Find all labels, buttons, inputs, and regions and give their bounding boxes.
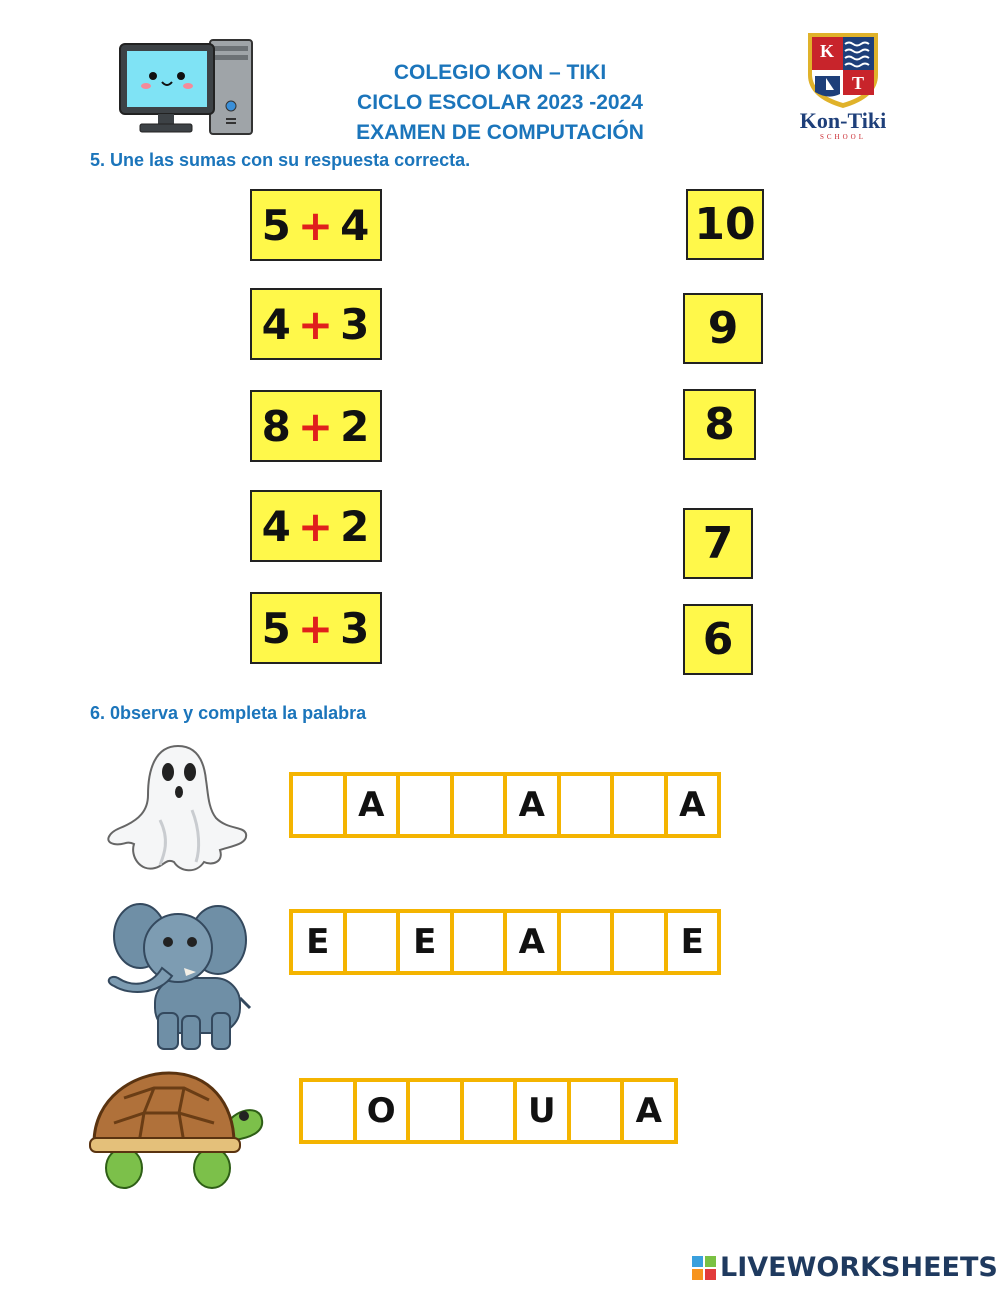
logo-letter-t: T bbox=[851, 73, 864, 93]
letter-cell[interactable] bbox=[406, 1078, 464, 1144]
sum-operand-a: 8 bbox=[261, 401, 292, 451]
letter-cell[interactable]: A bbox=[503, 909, 561, 975]
sum-operand-b: 4 bbox=[340, 200, 371, 250]
question-5-title: 5. Une las sumas con su respuesta correcta. bbox=[90, 150, 471, 170]
elephant-picture bbox=[100, 898, 255, 1053]
liveworksheets-label: LIVEWORKSHEETS bbox=[720, 1252, 998, 1283]
letter-cell[interactable] bbox=[610, 772, 668, 838]
letter-cell[interactable] bbox=[557, 772, 615, 838]
letter-cell[interactable]: A bbox=[503, 772, 561, 838]
logo-letter-k: K bbox=[819, 41, 834, 61]
plus-sign: + bbox=[297, 299, 335, 349]
answer-box[interactable]: 7 bbox=[683, 508, 753, 579]
letter-cell[interactable]: U bbox=[513, 1078, 571, 1144]
liveworksheets-brand[interactable] bbox=[692, 1252, 998, 1283]
letter-cell[interactable]: E bbox=[289, 909, 347, 975]
sum-box[interactable] bbox=[250, 288, 382, 360]
letter-cell[interactable]: A bbox=[343, 772, 401, 838]
letter-cell[interactable] bbox=[343, 909, 401, 975]
logo-name: Kon-Tiki bbox=[799, 108, 887, 133]
answer-box[interactable]: 10 bbox=[686, 189, 764, 260]
plus-sign: + bbox=[297, 200, 335, 250]
sum-operand-a: 4 bbox=[261, 501, 292, 551]
word-row-turtle bbox=[299, 1078, 678, 1144]
sum-operand-b: 2 bbox=[340, 401, 371, 451]
letter-cell[interactable] bbox=[289, 772, 347, 838]
word-row-ghost bbox=[289, 772, 721, 838]
sum-box[interactable] bbox=[250, 490, 382, 562]
plus-sign: + bbox=[297, 501, 335, 551]
letter-cell[interactable]: E bbox=[664, 909, 722, 975]
school-name: COLEGIO KON – TIKI bbox=[393, 61, 607, 84]
letter-cell[interactable] bbox=[610, 909, 668, 975]
sum-operand-b: 2 bbox=[340, 501, 371, 551]
question-6-title: 6. 0bserva y completa la palabra bbox=[90, 703, 367, 723]
school-logo bbox=[788, 30, 898, 145]
logo-subtitle: SCHOOL bbox=[819, 133, 866, 141]
letter-cell[interactable]: O bbox=[353, 1078, 411, 1144]
sum-box[interactable] bbox=[250, 592, 382, 664]
computer-illustration bbox=[118, 38, 258, 138]
letter-cell[interactable] bbox=[450, 909, 508, 975]
letter-cell[interactable]: A bbox=[620, 1078, 678, 1144]
letter-cell[interactable] bbox=[567, 1078, 625, 1144]
sum-operand-a: 5 bbox=[261, 603, 292, 653]
letter-cell[interactable] bbox=[460, 1078, 518, 1144]
letter-cell[interactable] bbox=[396, 772, 454, 838]
sum-operand-b: 3 bbox=[340, 299, 371, 349]
turtle-picture bbox=[84, 1068, 269, 1193]
letter-cell[interactable] bbox=[450, 772, 508, 838]
sum-box[interactable] bbox=[250, 390, 382, 462]
exam-title: EXAMEN DE COMPUTACIÓN bbox=[356, 121, 644, 144]
letter-cell[interactable] bbox=[299, 1078, 357, 1144]
sum-box[interactable] bbox=[250, 189, 382, 261]
ghost-picture bbox=[100, 740, 255, 880]
answer-box[interactable]: 6 bbox=[683, 604, 753, 675]
sum-operand-a: 4 bbox=[261, 299, 292, 349]
sum-operand-a: 5 bbox=[261, 200, 292, 250]
school-year: CICLO ESCOLAR 2023 -2024 bbox=[357, 91, 643, 114]
answer-box[interactable]: 9 bbox=[683, 293, 763, 364]
letter-cell[interactable]: A bbox=[664, 772, 722, 838]
letter-cell[interactable]: E bbox=[396, 909, 454, 975]
letter-cell[interactable] bbox=[557, 909, 615, 975]
plus-sign: + bbox=[297, 603, 335, 653]
sum-operand-b: 3 bbox=[340, 603, 371, 653]
answer-box[interactable]: 8 bbox=[683, 389, 756, 460]
plus-sign: + bbox=[297, 401, 335, 451]
liveworksheets-logo-icon bbox=[692, 1256, 716, 1280]
word-row-elephant bbox=[289, 909, 721, 975]
